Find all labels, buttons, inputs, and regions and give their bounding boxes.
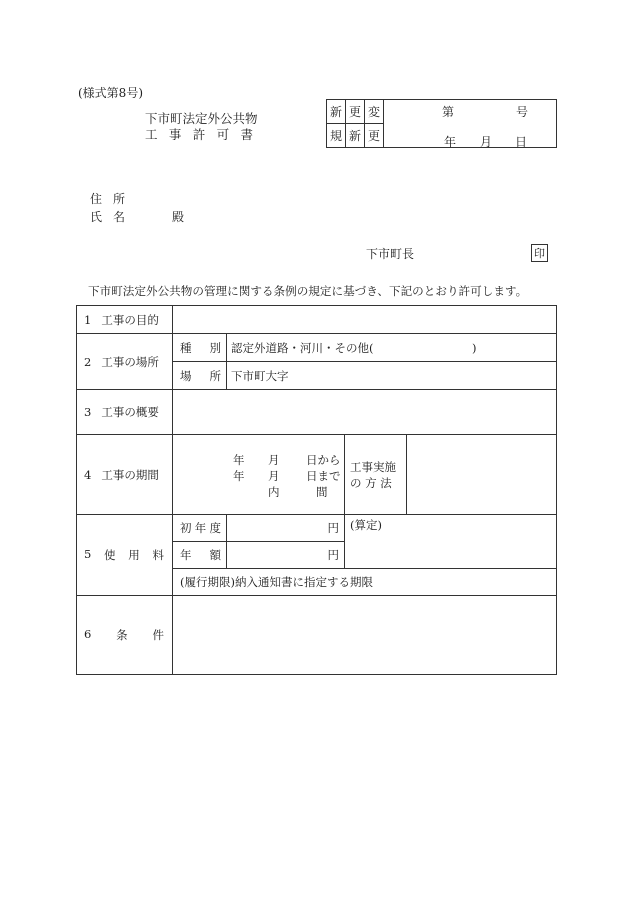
kind-new-bottom: 規 <box>327 124 346 148</box>
application-kind-box <box>326 99 557 148</box>
address-label: 住 所 <box>90 192 125 206</box>
outline-value <box>173 390 557 435</box>
method-value <box>407 435 557 515</box>
outline-label: 3 工事の概要 <box>77 390 173 435</box>
period-label: 4 工事の期間 <box>77 435 173 515</box>
permit-details-table <box>76 305 557 675</box>
honorific: 殿 <box>172 210 185 224</box>
place-location-label: 場 所 <box>173 362 227 390</box>
title-line1: 下市町法定外公共物 <box>145 111 258 126</box>
title-line2: 工 事 許 可 書 <box>145 127 253 142</box>
number-suffix: 号 <box>516 105 529 119</box>
purpose-label: 1 工事の目的 <box>77 306 173 334</box>
method-label: 工事実施 の 方 法 <box>345 435 407 515</box>
intro-text: 下市町法定外公共物の管理に関する条例の規定に基づき、下記のとおり許可します。 <box>88 284 528 298</box>
kind-change-top: 変 <box>365 100 384 124</box>
issuer-title: 下市町長 <box>366 247 415 261</box>
kind-new-top: 新 <box>327 100 346 124</box>
date-day: 日 <box>515 135 528 149</box>
date-year: 年 <box>444 135 457 149</box>
kind-renew-top: 更 <box>346 100 365 124</box>
seal-mark: 印 <box>531 244 548 262</box>
fee-annual-label: 年 額 <box>173 542 227 569</box>
form-number: (様式第8号) <box>78 86 143 100</box>
name-label: 氏 名 <box>90 210 125 224</box>
fee-first-year-value: 円 <box>227 515 345 542</box>
kind-change-bottom: 更 <box>365 124 384 148</box>
place-location-value: 下市町大字 <box>227 362 557 390</box>
conditions-label: 6 条 件 <box>77 596 173 675</box>
period-value: 年 月 日から 年 月 日まで 内 間 <box>173 435 345 515</box>
place-label: 2 工事の場所 <box>77 334 173 390</box>
date-month: 月 <box>480 135 493 149</box>
fee-deadline: (履行期限)納入通知書に指定する期限 <box>173 569 557 596</box>
fee-annual-value: 円 <box>227 542 345 569</box>
fee-first-year-label: 初 年 度 <box>173 515 227 542</box>
place-type-value: 認定外道路・河川・その他( ) <box>227 334 557 362</box>
fee-calc: (算定) <box>345 515 557 569</box>
number-date-cell <box>384 100 557 148</box>
place-type-label: 種 別 <box>173 334 227 362</box>
fee-label: 5 使 用 料 <box>77 515 173 596</box>
conditions-value <box>173 596 557 675</box>
number-prefix: 第 <box>442 105 455 119</box>
purpose-value <box>173 306 557 334</box>
kind-renew-bottom: 新 <box>346 124 365 148</box>
